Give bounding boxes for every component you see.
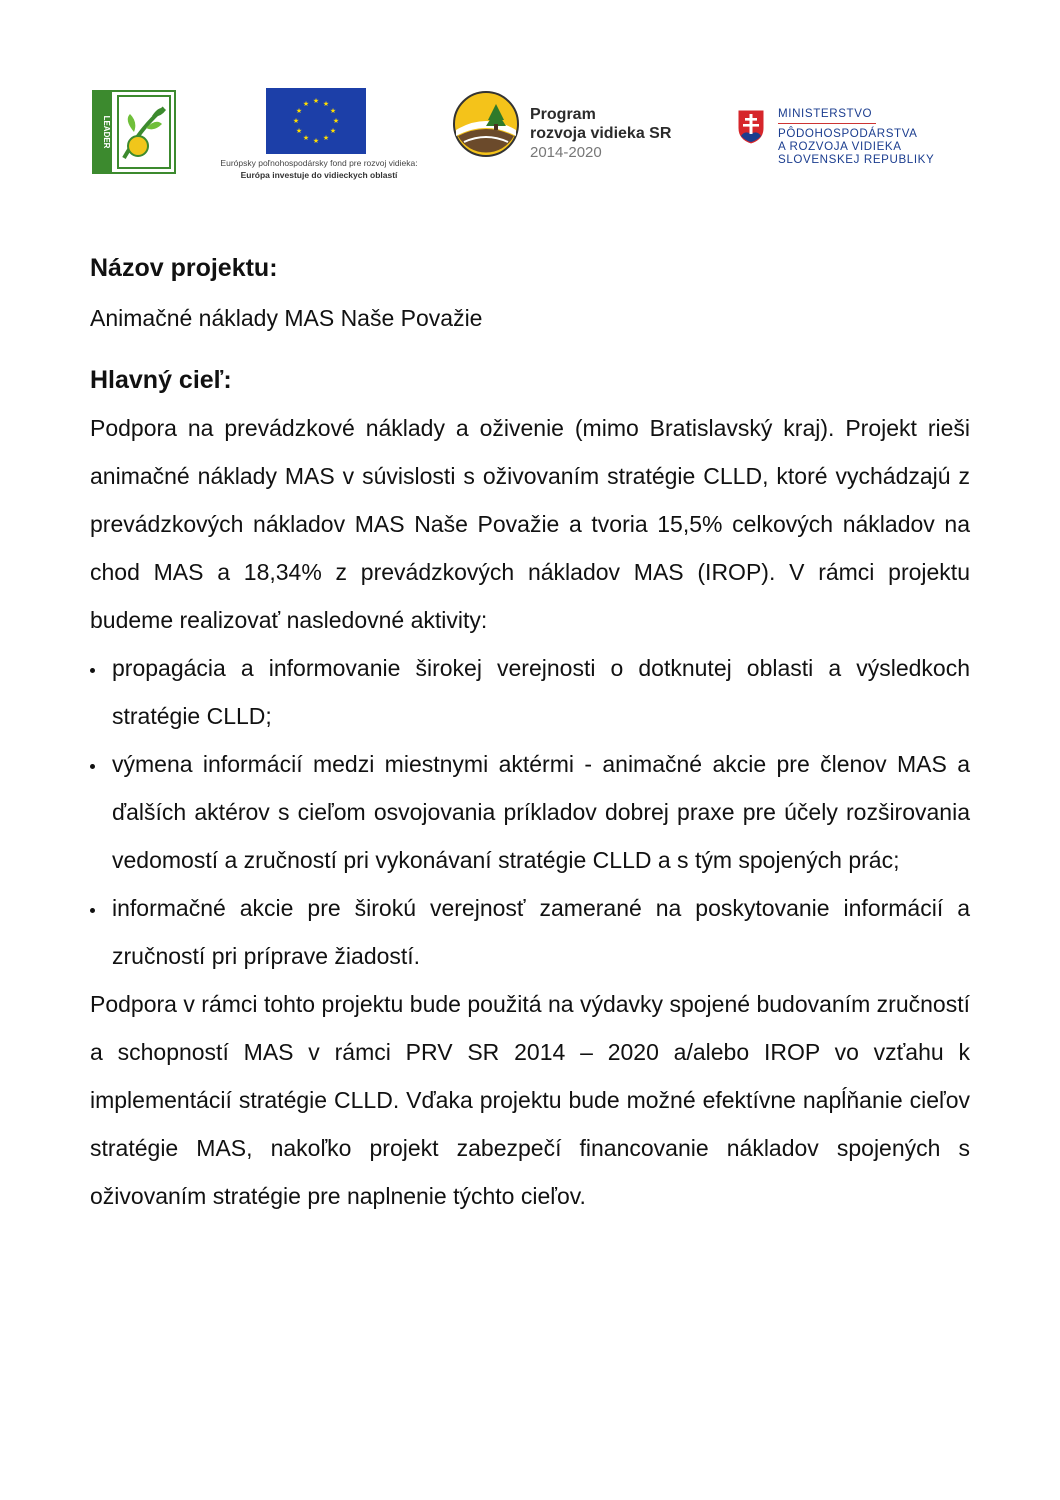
project-name-heading: Názov projektu:: [90, 254, 278, 282]
svg-text:★: ★: [329, 107, 337, 115]
svg-text:★: ★: [312, 137, 320, 145]
svg-text:★: ★: [295, 127, 303, 135]
prv-title: rozvoja vidieka SR: [530, 125, 672, 142]
ministry-line-2: PÔDOHOSPODÁRSTVA: [778, 127, 918, 140]
ministry-line-1: MINISTERSTVO: [778, 107, 873, 120]
list-item: [90, 884, 970, 980]
svg-text:★: ★: [329, 127, 337, 135]
ministry-line-4: SLOVENSKEJ REPUBLIKY: [778, 153, 935, 166]
bullet-icon: [90, 764, 95, 769]
leader-text: LEADER: [102, 115, 111, 149]
prv-program-label: Program: [530, 106, 596, 123]
svg-text:★: ★: [302, 134, 310, 142]
list-item: [90, 644, 970, 740]
prv-period: 2014-2020: [530, 144, 602, 161]
bullet-icon: [90, 908, 95, 913]
eu-flag-icon: [266, 88, 366, 154]
eu-caption-fund: Európsky poľnohospodársky fond pre rozvoj vidieka:: [220, 158, 418, 168]
bullet-icon: [90, 668, 95, 673]
prv-logo: [452, 90, 712, 170]
ministry-line-3: A ROZVOJA VIDIEKA: [778, 140, 902, 153]
list-item: [90, 740, 970, 884]
activity-text: propagácia a informovanie širokej verejnosti o dotknutej oblasti a výsledkoch stratégie CLLD;: [112, 655, 970, 729]
closing-paragraph: Podpora v rámci tohto projektu bude použitá na výdavky spojené budovaním zručností a schopností MAS v rámci PRV SR 2014 – 2020 a/alebo IROP vo vzťahu k implementácií stratégie CLLD. Vďaka projektu bude možné efektívne napĺňanie cieľov stratégie MAS, nakoľko projekt zabezpečí financovanie nákladov spojených s oživovaním stratégie pre naplnenie týchto cieľov.: [90, 991, 970, 1209]
eu-logo: [194, 86, 444, 190]
main-goal-paragraph: Podpora na prevádzkové náklady a oživenie (mimo Bratislavský kraj). Projekt rieši animačné náklady MAS v súvislosti s oživovaním stratégie CLLD, ktoré vychádzajú z prevádzkových nákladov MAS Naše Považie a tvoria 15,5% celkových nákladov na chod MAS a 18,34% z prevádzkových nákladov MAS (IROP). V rámci projektu budeme realizovať nasledovné aktivity:: [90, 415, 970, 633]
svg-text:★: ★: [322, 134, 330, 142]
svg-text:★: ★: [332, 117, 340, 125]
prv-landscape-icon: [452, 90, 520, 158]
leader-tree-icon: [94, 92, 174, 172]
logo-header: [90, 86, 970, 190]
svg-text:★: ★: [312, 97, 320, 105]
document-body: [90, 248, 970, 1220]
svg-text:★: ★: [302, 100, 310, 108]
svg-text:★: ★: [295, 107, 303, 115]
activity-text: informačné akcie pre širokú verejnosť zamerané na poskytovanie informácií a zručností pri príprave žiadostí.: [112, 895, 970, 969]
svg-text:★: ★: [322, 100, 330, 108]
activity-text: výmena informácií medzi miestnymi aktérmi - animačné akcie pre členov MAS a ďalších aktérov s cieľom osvojovania príkladov dobrej praxe pre účely rozširovania vedomostí a zručností pri vykonávaní stratégie CLLD a s tým spojených prác;: [112, 751, 970, 873]
project-name: Animačné náklady MAS Naše Považie: [90, 305, 483, 331]
leader-logo: [92, 90, 176, 174]
eu-caption-motto: Európa investuje do vidieckych oblastí: [240, 170, 398, 180]
svg-text:★: ★: [292, 117, 300, 125]
slovak-coat-of-arms-icon: [736, 108, 766, 146]
ministry-divider: [778, 123, 876, 124]
activities-list: [90, 644, 970, 980]
ministry-logo: [736, 104, 966, 176]
main-goal-heading: Hlavný cieľ:: [90, 366, 232, 394]
